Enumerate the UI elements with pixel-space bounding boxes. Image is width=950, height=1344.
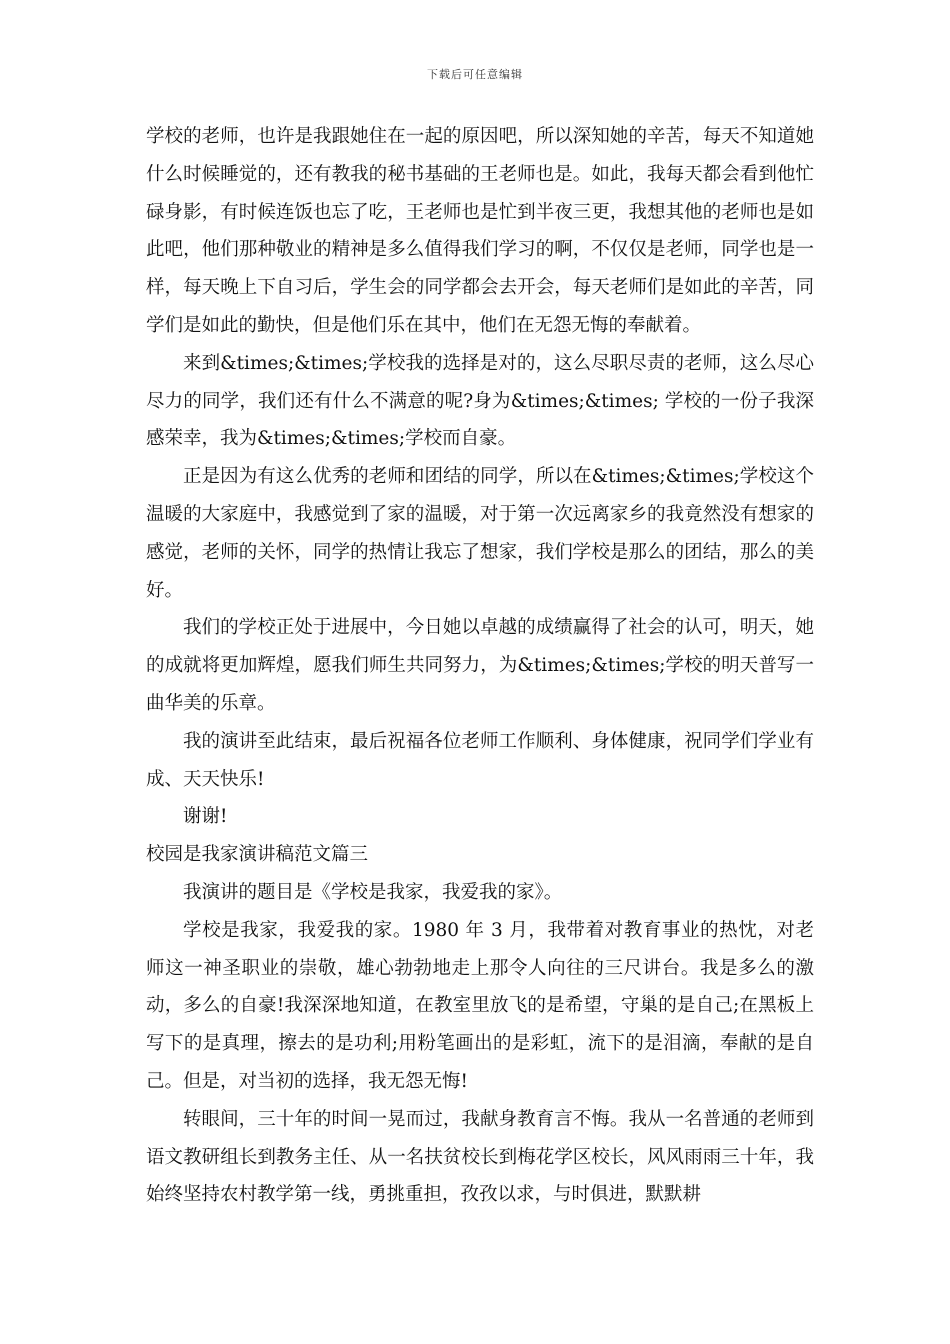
paragraph: 学校的老师，也许是我跟她住在一起的原因吧，所以深知她的辛苦，每天不知道她什么时候睡觉的，还有教我的秘书基础的王老师也是。如此，我每天都会看到他忙碌身影，有时候连饭也忘了吃，王老师也是忙到半夜三更，我想其他的老师也是如此吧，他们那种敬业的精神是多么值得我们学习的啊，不仅仅是老师，同学也是一样，每天晚上下自习后，学生会的同学都会去开会，每天老师们是如此的辛苦，同学们是如此的勤快，但是他们乐在其中，他们在无怨无悔的奉献着。 — [146, 126, 814, 336]
paragraph: 我的演讲至此结束，最后祝福各位老师工作顺利、身体健康，祝同学们学业有成、天天快乐! — [146, 730, 814, 790]
paragraph: 转眼间，三十年的时间一晃而过，我献身教育言不悔。我从一名普通的老师到语文教研组长到教务主任、从一名扶贫校长到梅花学区校长，风风雨雨三十年，我始终坚持农村教学第一线，勇挑重担，孜孜以求，与时俱进，默默耕 — [146, 1108, 814, 1206]
paragraph: 我演讲的题目是《学校是我家，我爱我的家》。 — [183, 881, 563, 903]
paragraph: 正是因为有这么优秀的老师和团结的同学，所以在&times;&times;学校这个温暖的大家庭中，我感觉到了家的温暖，对于第一次远离家乡的我竟然没有想家的感觉，老师的关怀，同学的热情让我忘了想家，我们学校是那么的团结，那么的美好。 — [146, 466, 814, 601]
paragraph: 学校是我家，我爱我的家。1980 年 3 月，我带着对教育事业的热忱，对老师这一神圣职业的崇敬，雄心勃勃地走上那令人向往的三尺讲台。我是多么的激动，多么的自豪!我深深地知道，在教室里放飞的是希望，守巢的是自己;在黑板上写下的是真理，擦去的是功利;用粉笔画出的是彩虹，流下的是泪滴，奉献的是自己。但是，对当初的选择，我无怨无悔! — [146, 919, 814, 1092]
paragraph: 谢谢! — [183, 806, 228, 828]
document-body — [146, 118, 814, 1214]
paragraph: 我们的学校正处于进展中，今日她以卓越的成绩赢得了社会的认可，明天，她的成就将更加辉煌，愿我们师生共同努力，为&times;&times;学校的明天普写一曲华美的乐章。 — [146, 617, 814, 714]
header-note: 下载后可任意编辑 — [427, 68, 523, 81]
paragraph: 来到&times;&times;学校我的选择是对的，这么尽职尽责的老师，这么尽心尽力的同学，我们还有什么不满意的呢?身为&times;&times; 学校的一份子我深感荣幸，我为&times;&times;学校而自豪。 — [146, 352, 814, 450]
section-heading: 校园是我家演讲稿范文篇三 — [146, 844, 369, 866]
